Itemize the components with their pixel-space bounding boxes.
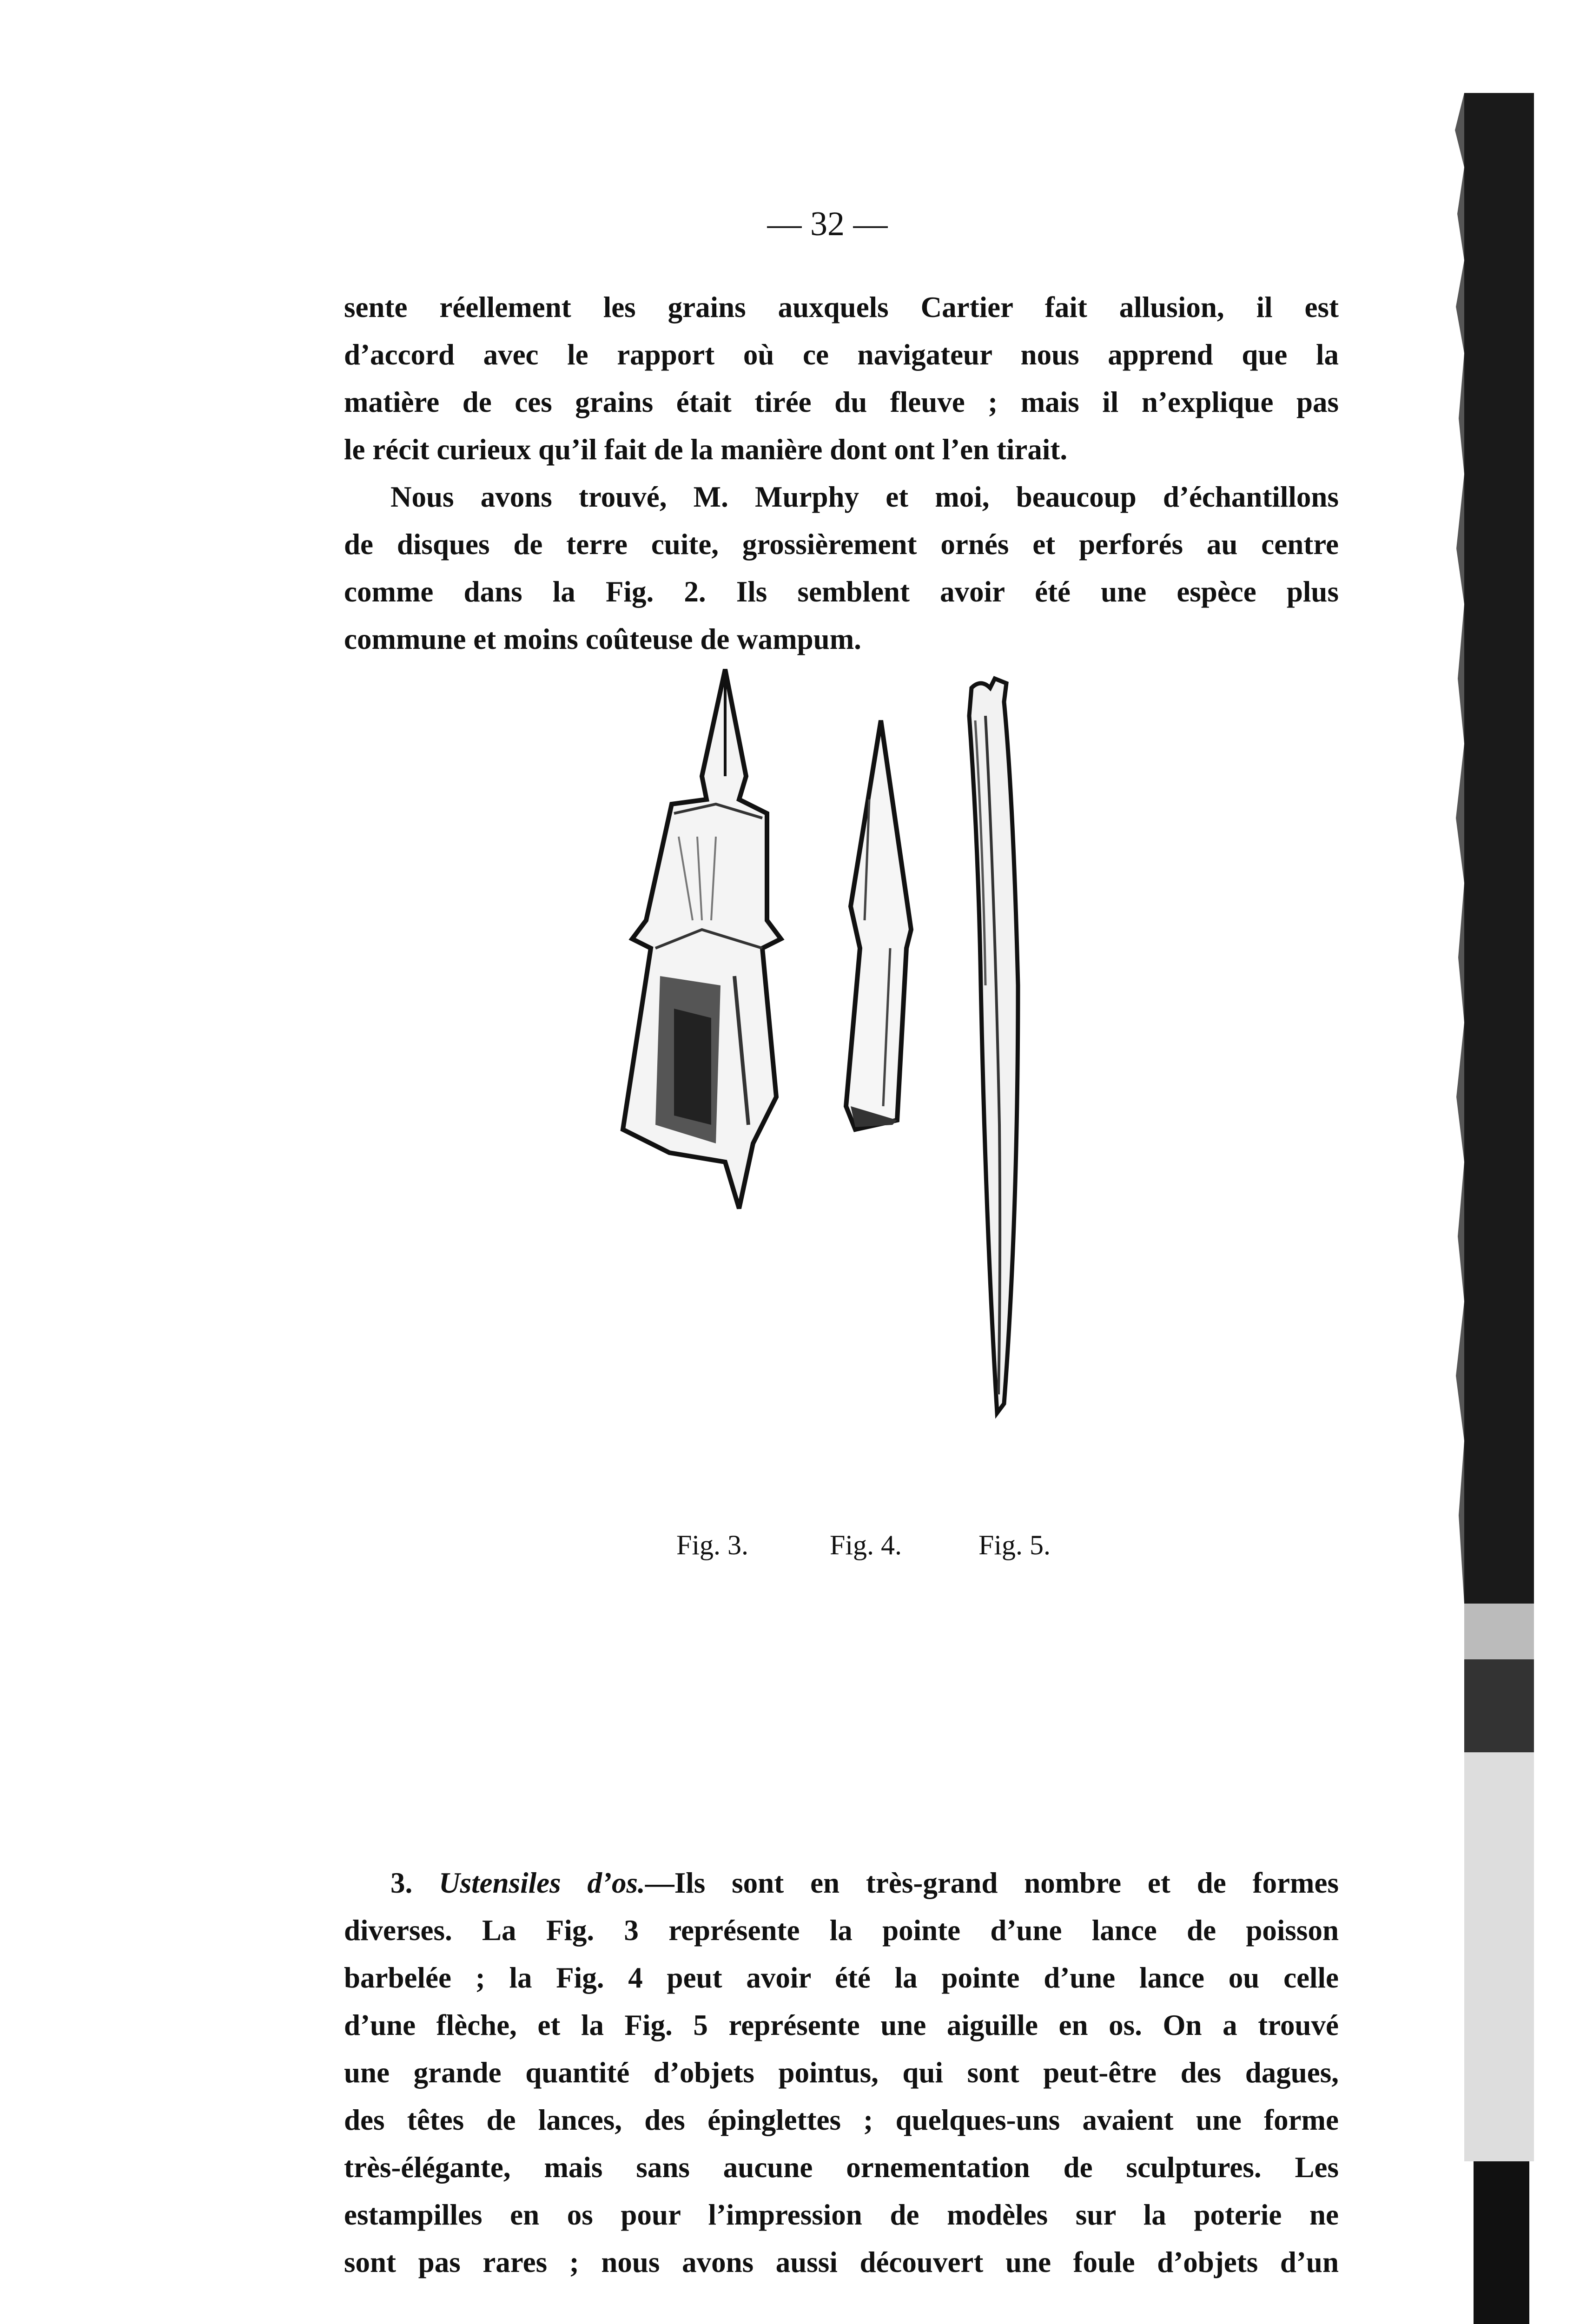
text-line: sont pas rares ; nous avons aussi découvert une foule d’objets d’un [344, 2246, 1339, 2278]
fig4-lance-point [846, 720, 911, 1129]
text-line: de disques de terre cuite, grossièrement ornés et perforés au centre [344, 528, 1339, 561]
text-line: diverses. La Fig. 3 représente la pointe d’une lance de poisson [344, 1914, 1339, 1947]
text-line: barbelée ; la Fig. 4 peut avoir été la pointe d’une lance ou celle [344, 1961, 1339, 1994]
page-number: — 32 — [767, 205, 888, 243]
section-number: 3. [390, 1867, 413, 1899]
figure-caption-5: Fig. 5. [978, 1530, 1051, 1560]
text-line: des têtes de lances, des épinglettes ; quelques-uns avaient une forme [344, 2104, 1339, 2136]
text-line: très-élégante, mais sans aucune ornementation de sculptures. Les [344, 2151, 1339, 2184]
text-line: matière de ces grains était tirée du fleuve ; mais il n’explique pas [344, 386, 1339, 418]
text-line [344, 1859, 1339, 1907]
paragraph-cartier-wampum [344, 284, 1339, 663]
paragraph-bone-utensils [344, 1859, 1339, 2286]
text-line: comme dans la Fig. 2. Ils semblent avoir été une espèce plus [344, 575, 1339, 608]
text-line: une grande quantité d’objets pointus, qui sont peut-être des dagues, [344, 2056, 1339, 2089]
figure-caption-3: Fig. 3. [676, 1530, 749, 1560]
text-line: le récit curieux qu’il fait de la manière dont ont l’en tirait. [344, 433, 1068, 466]
text-line: d’une flèche, et la Fig. 5 représente une aiguille en os. On a trouvé [344, 2009, 1339, 2041]
figure-caption-4: Fig. 4. [830, 1530, 902, 1560]
text-line: commune et moins coûteuse de wampum. [344, 623, 861, 655]
bone-tools-illustration [586, 660, 1144, 1511]
scanned-binding-edge [1455, 93, 1543, 2324]
fig5-bone-needle [969, 679, 1018, 1413]
section-heading: Ustensiles d’os. [439, 1867, 645, 1899]
fig3-barbed-spear-point [623, 669, 781, 1208]
text-line: d’accord avec le rapport où ce navigateur nous apprend que la [344, 338, 1339, 371]
text-line: sente réellement les grains auxquels Cartier fait allusion, il est [344, 291, 1339, 324]
text-run: —Ils sont en très-grand nombre et de formes [645, 1867, 1339, 1899]
text-line: estampilles en os pour l’impression de modèles sur la poterie ne [344, 2199, 1339, 2231]
text-line: Nous avons trouvé, M. Murphy et moi, beaucoup d’échantillons [390, 481, 1339, 513]
